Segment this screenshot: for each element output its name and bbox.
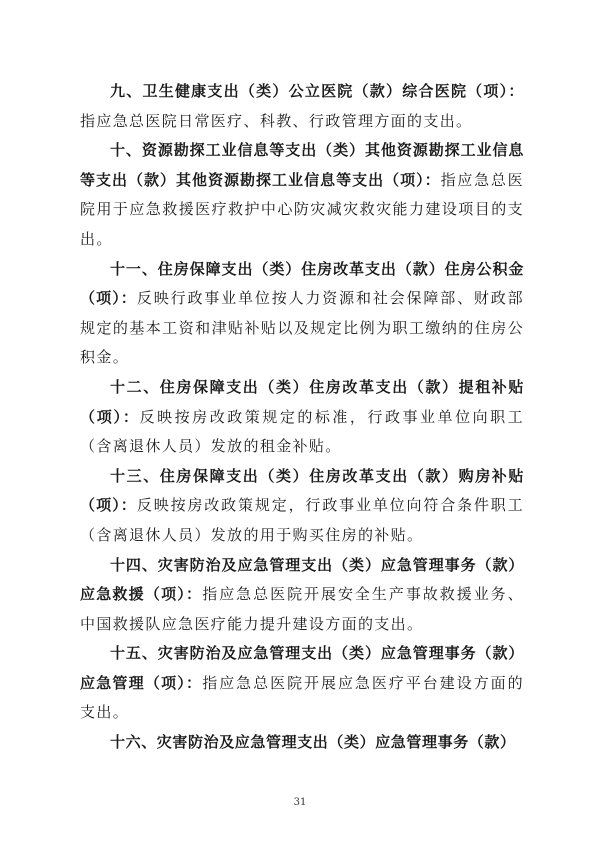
paragraph-9 bbox=[80, 77, 524, 136]
paragraph-9-text: 指应急总医院日常医疗、科教、行政管理方面的支出。 bbox=[80, 111, 473, 130]
paragraph-14-text: 指应急总医院开展安全生产事故救援业务、中国救援队应急医疗能力提升建设方面的支出。 bbox=[80, 585, 524, 633]
paragraph-9-heading: 九、卫生健康支出（类）公立医院（款）综合医院（项）： bbox=[110, 82, 524, 100]
paragraph-11-heading: 十一、住房保障支出（类）住房改革支出（款）住房公积金（项）： bbox=[80, 259, 524, 308]
paragraph-13-text: 反映按房改政策规定，行政事业单位向符合条件职工（含离退休人员）发放的用于购买住房的补贴。 bbox=[80, 496, 524, 544]
page-number: 31 bbox=[293, 797, 307, 808]
paragraph-10-heading: 十、资源勘探工业信息等支出（类）其他资源勘探工业信息等支出（款）其他资源勘探工业信息等支出（项）： bbox=[80, 141, 524, 189]
document-body bbox=[80, 77, 524, 758]
paragraph-14 bbox=[80, 551, 524, 640]
paragraph-10 bbox=[80, 136, 524, 254]
paragraph-16 bbox=[80, 728, 524, 758]
paragraph-14-heading: 十四、灾害防治及应急管理支出（类）应急管理事务（款）应急救援（项）： bbox=[80, 555, 524, 604]
paragraph-11 bbox=[80, 255, 524, 373]
paragraph-10-text: 指应急总医院用于应急救援医疗救护中心防灾减灾救灾能力建设项目的支出。 bbox=[80, 170, 524, 248]
paragraph-15-text: 指应急总医院开展应急医疗平台建设方面的支出。 bbox=[80, 673, 524, 722]
paragraph-12 bbox=[80, 373, 524, 462]
paragraph-15-heading: 十五、灾害防治及应急管理支出（类）应急管理事务（款）应急管理（项）： bbox=[80, 644, 524, 692]
paragraph-13-heading: 十三、住房保障支出（类）住房改革支出（款）购房补贴（项）： bbox=[80, 466, 524, 515]
paragraph-13 bbox=[80, 462, 524, 551]
paragraph-11-text: 反映行政事业单位按人力资源和社会保障部、财政部规定的基本工资和津贴补贴以及规定比例为职工缴纳的住房公积金。 bbox=[80, 289, 524, 367]
paragraph-15 bbox=[80, 639, 524, 728]
paragraph-12-heading: 十二、住房保障支出（类）住房改革支出（款）提租补贴（项）： bbox=[80, 377, 524, 426]
paragraph-12-text: 反映按房改政策规定的标准，行政事业单位向职工（含离退休人员）发放的租金补贴。 bbox=[80, 407, 524, 456]
paragraph-16-heading: 十六、灾害防治及应急管理支出（类）应急管理事务（款） bbox=[110, 733, 516, 752]
